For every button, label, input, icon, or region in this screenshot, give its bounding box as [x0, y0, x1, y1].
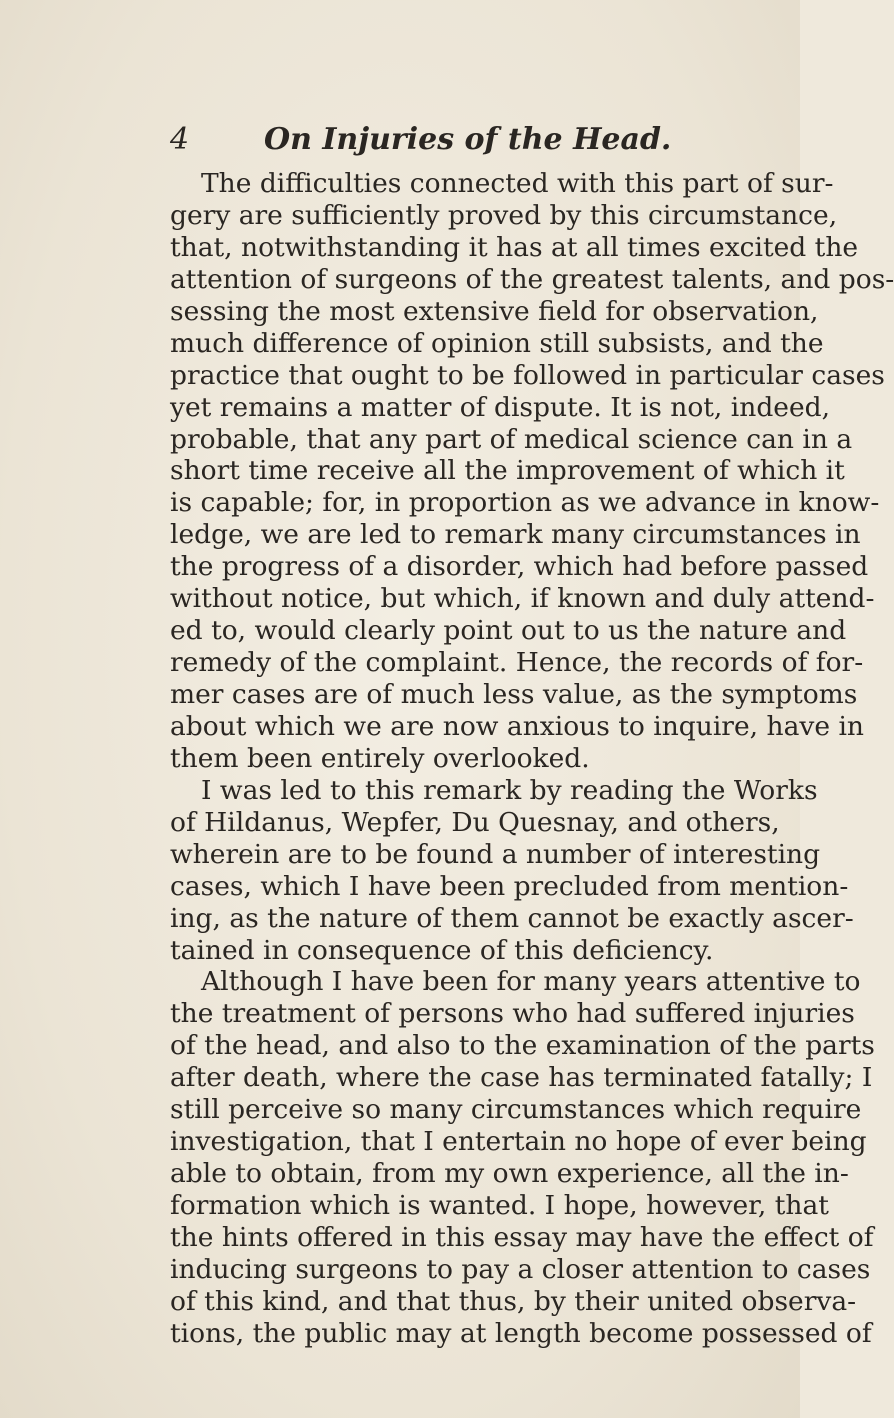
text-line: mer cases are of much less value, as the symptoms [170, 679, 858, 710]
text-line: yet remains a matter of dispute. It is not, indeed, [170, 391, 831, 423]
text-line: much difference of opinion still subsists, and the [170, 327, 824, 359]
page-number: 4 [170, 122, 190, 157]
text-line: Although I have been for many years attentive to [201, 966, 861, 998]
text-line: of the head, and also to the examination of the parts [170, 1030, 875, 1062]
text-line: probable, that any part of medical science can in a [170, 423, 853, 455]
running-head [0, 118, 800, 162]
text-line: remedy of the complaint. Hence, the records of for- [170, 647, 864, 679]
text-line: formation which is wanted. I hope, however, that [170, 1190, 829, 1221]
text-line: of this kind, and that thus, by their united observa- [170, 1285, 857, 1317]
text-line: about which we are now anxious to inquire, have in [170, 710, 864, 742]
text-line: attention of surgeons of the greatest talents, and pos- [170, 263, 894, 295]
body-text [170, 168, 894, 1350]
text-line: inducing surgeons to pay a closer attention to cases [170, 1253, 871, 1285]
text-line: the treatment of persons who had suffered injuries [170, 998, 855, 1030]
text-line: them been entirely overlooked. [170, 742, 590, 774]
text-line: tions, the public may at length become possessed of [170, 1317, 872, 1349]
text-line: short time receive all the improvement of which it [170, 455, 845, 487]
text-line: investigation, that I entertain no hope of ever being [170, 1126, 867, 1158]
text-line: ed to, would clearly point out to us the nature and [170, 615, 847, 647]
text-line: ledge, we are led to remark many circumstances in [170, 519, 861, 551]
text-line: wherein are to be found a number of interesting [170, 838, 821, 870]
text-line: without notice, but which, if known and duly attend- [170, 583, 875, 615]
text-line: practice that ought to be followed in particular cases [170, 359, 885, 391]
text-line: the progress of a disorder, which had before passed [170, 551, 869, 583]
text-line: the hints offered in this essay may have the effect of [170, 1221, 874, 1253]
text-line: able to obtain, from my own experience, all the in- [170, 1158, 849, 1190]
text-line: ing, as the nature of them cannot be exactly ascer- [170, 902, 854, 934]
text-line: The difficulties connected with this part of sur- [201, 168, 834, 199]
text-line: sessing the most extensive field for observation, [170, 295, 819, 327]
text-line: is capable; for, in proportion as we advance in know- [170, 487, 880, 519]
text-line: cases, which I have been precluded from mention- [170, 870, 849, 902]
text-line: that, notwithstanding it has at all times excited the [170, 231, 859, 263]
text-line: tained in consequence of this deficiency. [170, 934, 714, 966]
text-line: I was led to this remark by reading the Works [201, 774, 818, 806]
text-line: after death, where the case has terminated fatally; I [170, 1062, 873, 1094]
running-title: On Injuries of the Head. [264, 122, 672, 157]
text-line: of Hildanus, Wepfer, Du Quesnay, and others, [170, 806, 780, 838]
text-line: gery are sufficiently proved by this circumstance, [170, 199, 838, 231]
text-line: still perceive so many circumstances which require [170, 1094, 862, 1126]
